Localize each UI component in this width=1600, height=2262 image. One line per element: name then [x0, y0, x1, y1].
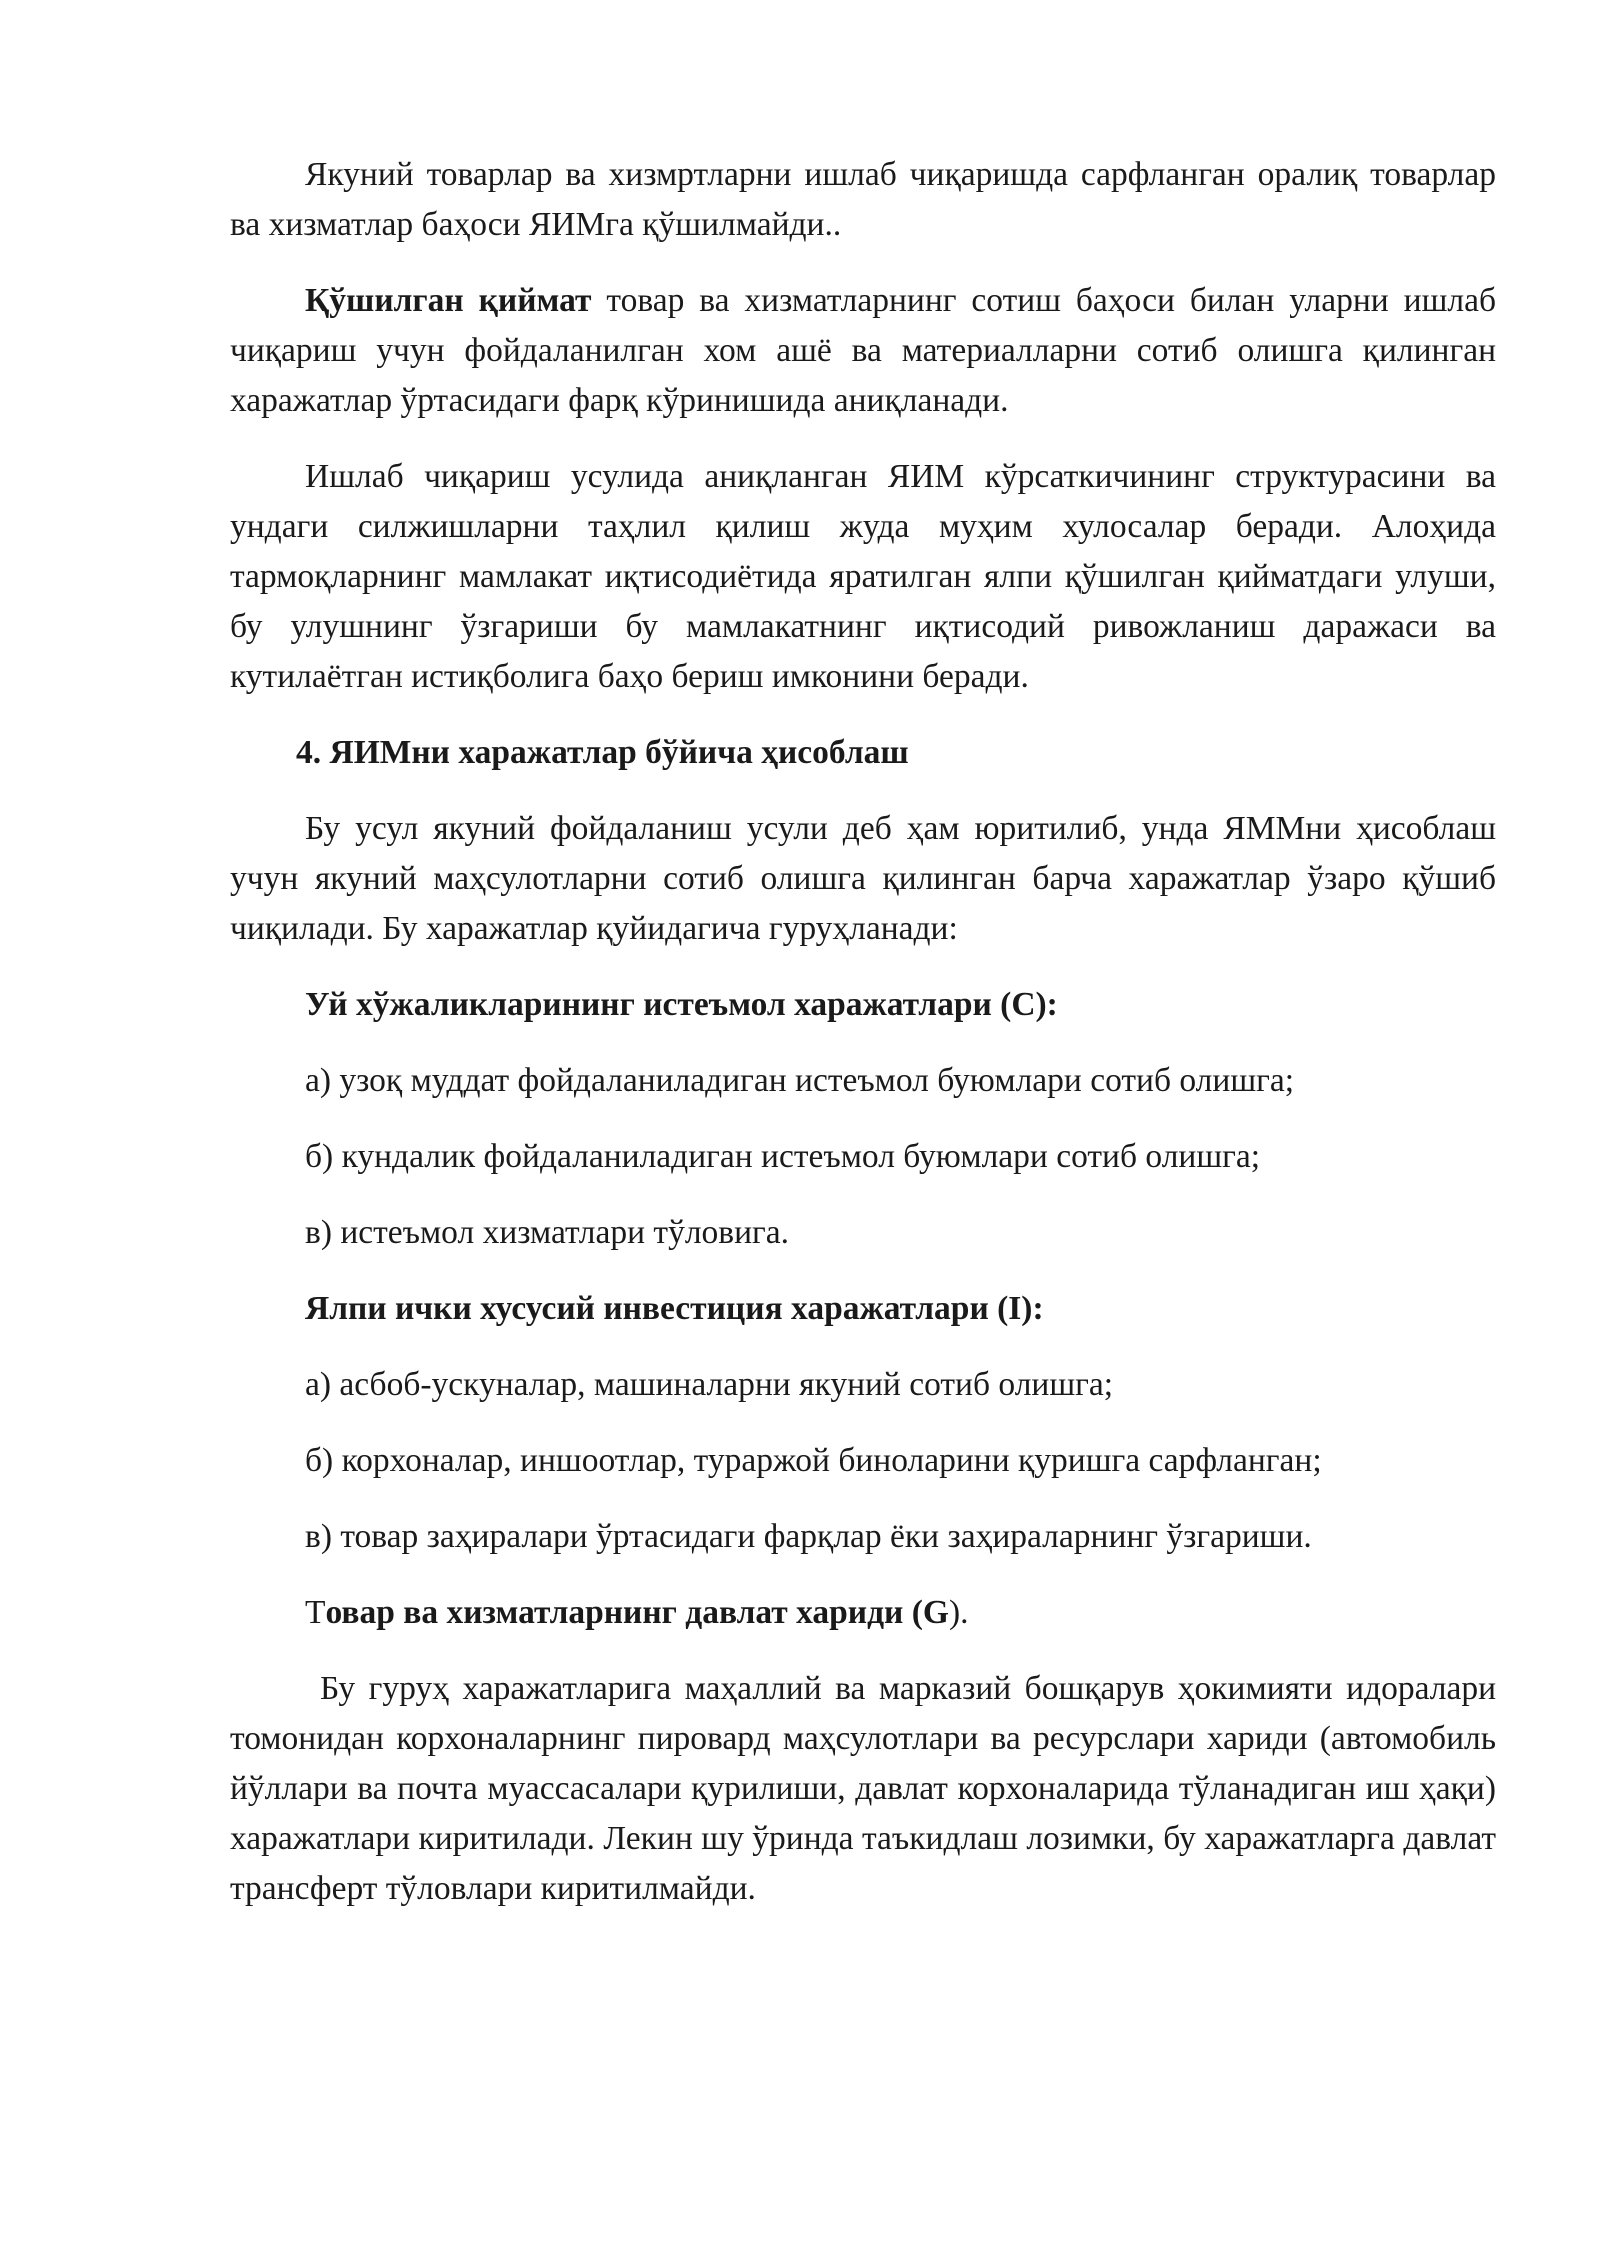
- consumption-heading: Уй хўжаликларининг истеъмол харажатлари (С):: [305, 986, 1058, 1023]
- investment-heading: Ялпи ички хусусий инвестиция харажатлари (I):: [305, 1290, 1044, 1327]
- consumption-item: в) истеъмол хизматлари тўловига.: [305, 1214, 790, 1251]
- government-purchases-heading: [230, 1588, 1496, 1638]
- heading-bold-text: овар ва хизматларнинг давлат хариди (G: [325, 1594, 949, 1631]
- paragraph-government-expenditure: Бу гуруҳ харажатларига маҳаллий ва марказий бошқарув ҳокимияти идоралари томонидан корхоналарнинг пировард маҳсулотлари ва ресурслари хариди (автомобиль йўллари ва почта муассасалари қурилиши, давлат корхоналарида тўланадиган иш ҳақи) харажатлари киритилади. Лекин шу ўринда таъкидлаш лозимки, бу харажатларга давлат трансферт тўловлари киритилмайди.: [230, 1670, 1496, 1907]
- heading-closing: ).: [948, 1594, 969, 1631]
- paragraph-value-added: [230, 276, 1496, 426]
- paragraph-gdp-structure: Ишлаб чиқариш усулида аниқланган ЯИМ кўрсаткичининг структурасини ва ундаги силжишларни таҳлил қилиш жуда муҳим хулосалар беради. Алоҳида тармоқларнинг мамлакат иқтисодиётида яратилган ялпи қўшилган қийматдаги улуши, бу улушнинг ўзгариши бу мамлакатнинг иқтисодий ривожланиш даражаси ва кутилаётган истиқболига баҳо бериш имконини беради.: [230, 458, 1496, 695]
- consumption-item: б) кундалик фойдаланиладиган истеъмол буюмлари сотиб олишга;: [305, 1138, 1261, 1175]
- paragraph-expenditure-method: Бу усул якуний фойдаланиш усули деб ҳам юритилиб, унда ЯММни ҳисоблаш учун якуний маҳсулотларни сотиб олишга қилинган барча харажатлар ўзаро қўшиб чиқилади. Бу харажатлар қуйидагича гуруҳланади:: [230, 810, 1496, 947]
- investment-item: б) корхоналар, иншоотлар, тураржой биноларини қуришга сарфланган;: [305, 1442, 1322, 1479]
- investment-item: а) асбоб-ускуналар, машиналарни якуний сотиб олишга;: [305, 1366, 1114, 1403]
- term-value-added: Қўшилган қиймат: [305, 282, 592, 319]
- document-page: [230, 150, 1496, 1940]
- section-heading: 4. ЯИМни харажатлар бўйича ҳисоблаш: [296, 734, 909, 771]
- heading-initial-letter: Т: [305, 1594, 326, 1631]
- investment-item: в) товар заҳиралари ўртасидаги фарқлар ёки заҳираларнинг ўзгариши.: [305, 1518, 1312, 1555]
- consumption-item: а) узоқ муддат фойдаланиладиган истеъмол буюмлари сотиб олишга;: [305, 1062, 1295, 1099]
- value-added-definition: товар ва хизматларнинг сотиш баҳоси билан уларни ишлаб чиқариш учун фойдаланилган хом ашё ва материалларни сотиб олишга қилинган харажатлар ўртасидаги фарқ кўринишида аниқланади.: [230, 282, 1496, 419]
- paragraph-intermediate-goods: Якуний товарлар ва хизмртларни ишлаб чиқаришда сарфланган оралиқ товарлар ва хизматлар баҳоси ЯИМга қўшилмайди..: [230, 156, 1496, 243]
